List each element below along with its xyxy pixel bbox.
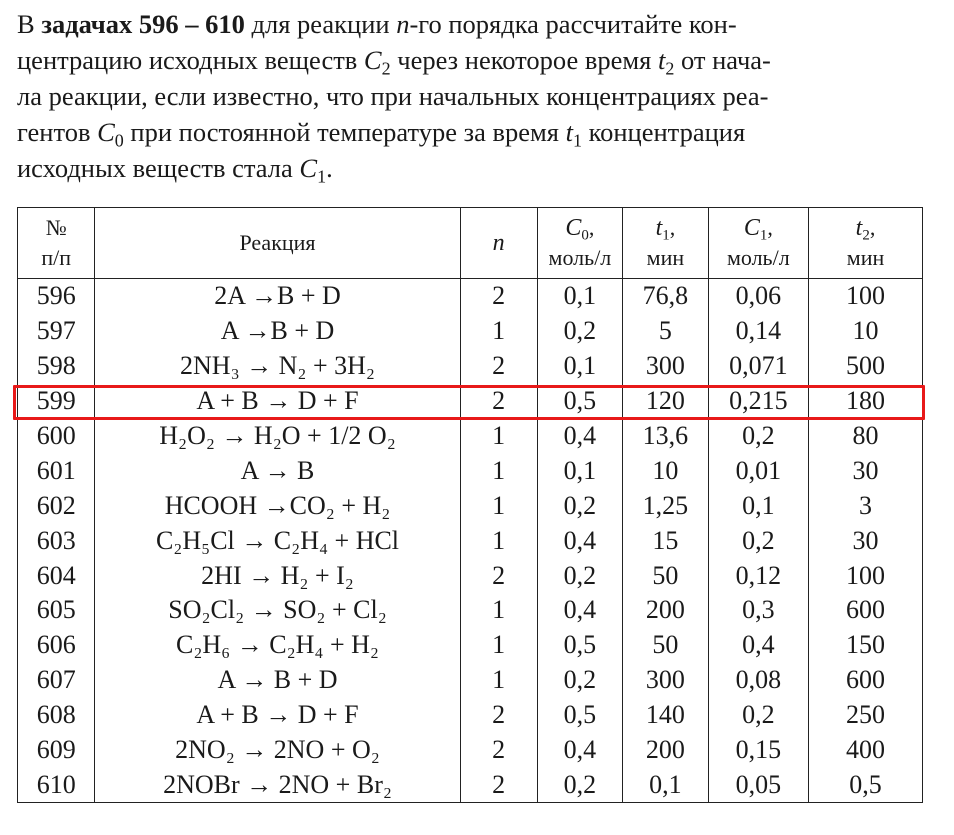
- cell-c0: 0,2: [537, 663, 623, 698]
- cell-reaction: A →B + D: [95, 314, 460, 349]
- cell-t1: 200: [623, 733, 708, 768]
- cell-t1: 13,6: [623, 419, 708, 454]
- cell-c0: 0,4: [537, 419, 623, 454]
- cell-reaction: 2NH₃ → N₂ + 3H₂: [95, 349, 460, 384]
- cell-c1: 0,08: [708, 663, 808, 698]
- cell-c1: 0,01: [708, 453, 808, 488]
- cell-c1: 0,14: [708, 314, 808, 349]
- cell-n: 1: [460, 314, 537, 349]
- cell-reaction: A + B → D + F: [95, 384, 460, 419]
- cell-t1: 5: [623, 314, 708, 349]
- cell-reaction: 2NO₂ → 2NO + O₂: [95, 733, 460, 768]
- cell-c1: 0,12: [708, 558, 808, 593]
- cell-reaction: A → B: [95, 453, 460, 488]
- cell-c1: 0,2: [708, 523, 808, 558]
- table-row: [18, 698, 923, 733]
- table-row: [18, 558, 923, 593]
- cell-c1: 0,15: [708, 733, 808, 768]
- cell-n: 1: [460, 663, 537, 698]
- cell-n: 1: [460, 453, 537, 488]
- cell-num: 602: [18, 488, 95, 523]
- cell-num: 603: [18, 523, 95, 558]
- cell-c0: 0,1: [537, 349, 623, 384]
- cell-num: 597: [18, 314, 95, 349]
- cell-reaction: 2NOBr → 2NO + Br₂: [95, 767, 460, 802]
- cell-c0: 0,4: [537, 593, 623, 628]
- cell-reaction: H₂O₂ → H₂O + 1/2 O₂: [95, 419, 460, 454]
- cell-c1: 0,1: [708, 488, 808, 523]
- cell-t1: 300: [623, 663, 708, 698]
- cell-n: 2: [460, 767, 537, 802]
- table-row: [18, 523, 923, 558]
- table-row: [18, 628, 923, 663]
- cell-num: 604: [18, 558, 95, 593]
- cell-num: 607: [18, 663, 95, 698]
- cell-t2: 500: [809, 349, 923, 384]
- header-c0: $C_0$, моль/л: [537, 208, 623, 279]
- cell-num: 600: [18, 419, 95, 454]
- task-range: задачах 596 – 610: [41, 9, 245, 39]
- cell-c0: 0,2: [537, 767, 623, 802]
- cell-t2: 80: [809, 419, 923, 454]
- cell-n: 1: [460, 628, 537, 663]
- cell-c0: 0,5: [537, 698, 623, 733]
- table-row: [18, 314, 923, 349]
- cell-t2: 3: [809, 488, 923, 523]
- problem-statement: В задачах 596 – 610 для реакции n-го порядка рассчитайте кон- центрацию исходных веществ $C_2$ через некоторое время $t_2$ от нача- ла реакции, если известно, что при начальных концентрациях реа- гентов $C_0$ при постоянной температуре за время $t_1$ концентрация исходных веществ стала $C_1$.: [17, 9, 771, 187]
- table-header-row: [18, 208, 923, 279]
- cell-c0: 0,1: [537, 453, 623, 488]
- cell-num: 609: [18, 733, 95, 768]
- cell-n: 1: [460, 419, 537, 454]
- cell-reaction: 2HI → H₂ + I₂: [95, 558, 460, 593]
- table-row: [18, 733, 923, 768]
- cell-num: 608: [18, 698, 95, 733]
- table-row: [18, 488, 923, 523]
- cell-num: 599: [18, 384, 95, 419]
- cell-c0: 0,2: [537, 314, 623, 349]
- cell-t1: 1,25: [623, 488, 708, 523]
- highlight-box-row-599: [13, 385, 925, 420]
- cell-n: 2: [460, 384, 537, 419]
- table-row: [18, 279, 923, 314]
- cell-t2: 30: [809, 523, 923, 558]
- cell-reaction: C₂H₅Cl → C₂H₄ + HCl: [95, 523, 460, 558]
- header-number: № п/п: [18, 208, 95, 279]
- header-t2: $t_2$, мин: [809, 208, 923, 279]
- cell-num: 601: [18, 453, 95, 488]
- cell-t2: 100: [809, 558, 923, 593]
- header-t1: $t_1$, мин: [623, 208, 708, 279]
- header-c1: $C_1$, моль/л: [708, 208, 808, 279]
- cell-c0: 0,4: [537, 733, 623, 768]
- cell-c1: 0,2: [708, 419, 808, 454]
- table-row: [18, 767, 923, 802]
- reactions-table: [17, 207, 923, 803]
- cell-num: 596: [18, 279, 95, 314]
- cell-n: 2: [460, 698, 537, 733]
- cell-t2: 10: [809, 314, 923, 349]
- cell-n: 2: [460, 558, 537, 593]
- cell-t1: 0,1: [623, 767, 708, 802]
- cell-n: 2: [460, 733, 537, 768]
- cell-num: 610: [18, 767, 95, 802]
- cell-reaction: A + B → D + F: [95, 698, 460, 733]
- cell-c1: 0,3: [708, 593, 808, 628]
- header-order: n: [460, 208, 537, 279]
- cell-c0: 0,2: [537, 558, 623, 593]
- cell-reaction: HCOOH →CO₂ + H₂: [95, 488, 460, 523]
- cell-t1: 120: [623, 384, 708, 419]
- cell-n: 1: [460, 488, 537, 523]
- table-row: [18, 453, 923, 488]
- table-row: [18, 593, 923, 628]
- cell-num: 605: [18, 593, 95, 628]
- cell-c1: 0,2: [708, 698, 808, 733]
- cell-n: 2: [460, 279, 537, 314]
- cell-t1: 15: [623, 523, 708, 558]
- cell-c1: 0,05: [708, 767, 808, 802]
- cell-c0: 0,5: [537, 384, 623, 419]
- cell-t2: 400: [809, 733, 923, 768]
- cell-c1: 0,4: [708, 628, 808, 663]
- cell-n: 2: [460, 349, 537, 384]
- cell-t2: 150: [809, 628, 923, 663]
- cell-reaction: 2A →B + D: [95, 279, 460, 314]
- cell-c0: 0,4: [537, 523, 623, 558]
- cell-t2: 600: [809, 663, 923, 698]
- cell-num: 598: [18, 349, 95, 384]
- table-row: [18, 663, 923, 698]
- cell-t2: 30: [809, 453, 923, 488]
- cell-t2: 180: [809, 384, 923, 419]
- cell-n: 1: [460, 593, 537, 628]
- cell-n: 1: [460, 523, 537, 558]
- cell-t1: 140: [623, 698, 708, 733]
- cell-c0: 0,2: [537, 488, 623, 523]
- cell-t1: 76,8: [623, 279, 708, 314]
- cell-reaction: SO₂Cl₂ → SO₂ + Cl₂: [95, 593, 460, 628]
- cell-num: 606: [18, 628, 95, 663]
- cell-c1: 0,215: [708, 384, 808, 419]
- cell-t1: 50: [623, 558, 708, 593]
- cell-reaction: A → B + D: [95, 663, 460, 698]
- table-row: [18, 419, 923, 454]
- cell-t1: 300: [623, 349, 708, 384]
- header-reaction: Реакция: [95, 208, 460, 279]
- cell-c1: 0,071: [708, 349, 808, 384]
- cell-t2: 250: [809, 698, 923, 733]
- cell-t2: 100: [809, 279, 923, 314]
- cell-c1: 0,06: [708, 279, 808, 314]
- table-row: [18, 349, 923, 384]
- cell-t1: 200: [623, 593, 708, 628]
- cell-t2: 600: [809, 593, 923, 628]
- cell-t1: 10: [623, 453, 708, 488]
- cell-c0: 0,5: [537, 628, 623, 663]
- cell-reaction: C₂H₆ → C₂H₄ + H₂: [95, 628, 460, 663]
- cell-t2: 0,5: [809, 767, 923, 802]
- cell-c0: 0,1: [537, 279, 623, 314]
- cell-t1: 50: [623, 628, 708, 663]
